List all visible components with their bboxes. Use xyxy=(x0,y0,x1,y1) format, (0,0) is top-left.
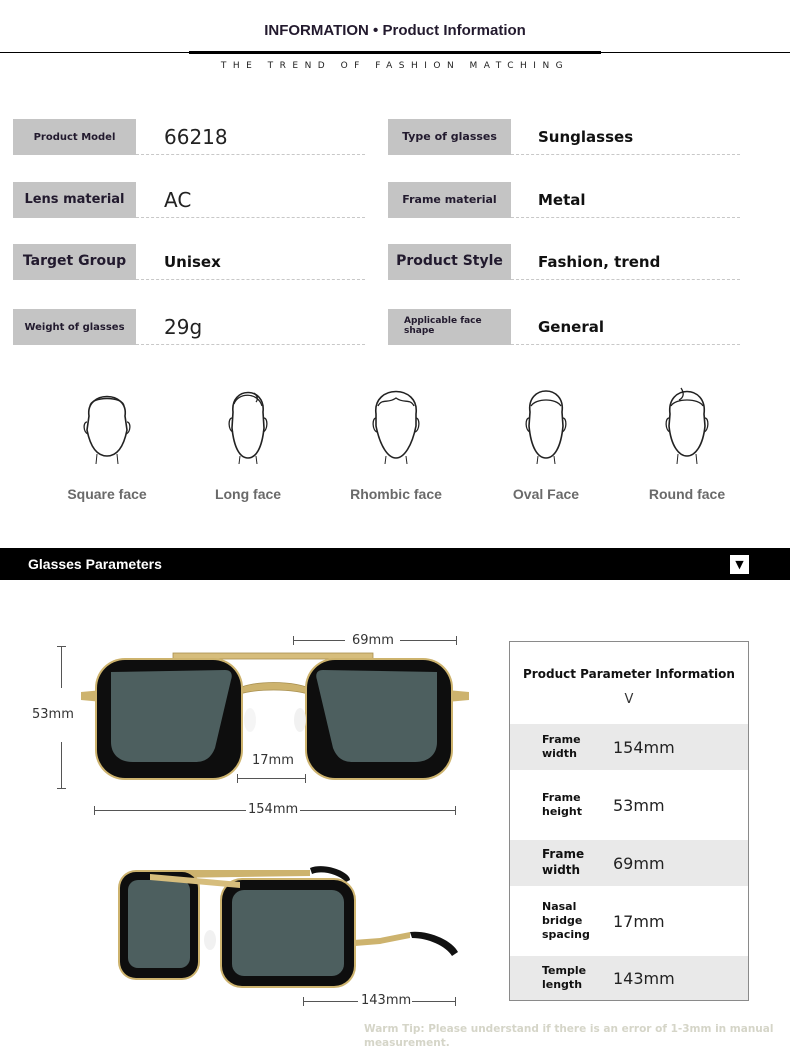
param-row xyxy=(510,770,748,840)
face-rhombic xyxy=(331,378,461,502)
dim-line xyxy=(303,1001,358,1002)
param-value: 53mm xyxy=(613,795,665,815)
long-face-icon xyxy=(218,378,278,464)
info-row-product-model xyxy=(13,119,365,155)
bridge-label: 17mm xyxy=(252,753,294,768)
param-label: Temple length xyxy=(542,963,587,991)
face-label: Round face xyxy=(648,486,726,502)
face-label: Long face xyxy=(214,486,282,502)
dim-line xyxy=(400,640,456,641)
info-value: Unisex xyxy=(136,244,365,280)
face-label: Square face xyxy=(67,486,147,502)
face-long xyxy=(183,378,313,502)
info-row-weight xyxy=(13,309,365,345)
dim-line xyxy=(300,810,455,811)
info-value: 66218 xyxy=(136,119,365,155)
info-label: Target Group xyxy=(13,244,136,280)
collapse-button[interactable] xyxy=(730,555,749,574)
dim-tick xyxy=(305,774,306,783)
info-row-face-shape xyxy=(388,309,740,345)
info-value: Fashion, trend xyxy=(511,244,740,280)
param-value: 17mm xyxy=(613,911,665,931)
info-label: Weight of glasses xyxy=(13,309,136,345)
face-square xyxy=(42,378,172,502)
info-label: Product Style xyxy=(388,244,511,280)
info-row-frame-material xyxy=(388,182,740,218)
oval-face-icon xyxy=(516,378,576,464)
dim-line xyxy=(94,810,246,811)
dim-tick xyxy=(57,788,66,789)
face-round xyxy=(622,378,752,502)
param-row xyxy=(510,840,748,886)
dim-tick xyxy=(456,636,457,645)
header-divider-accent xyxy=(189,51,601,54)
page-subtitle: THE TREND OF FASHION MATCHING xyxy=(220,61,570,71)
dim-line xyxy=(293,640,345,641)
info-value: AC xyxy=(136,182,365,218)
dim-line xyxy=(61,646,62,688)
param-label: Frame width xyxy=(542,847,585,877)
parameter-table-subtitle: V xyxy=(624,692,634,707)
dim-line xyxy=(412,1001,456,1002)
info-label: Type of glasses xyxy=(388,119,511,155)
dim-line xyxy=(237,778,306,779)
face-label: Oval Face xyxy=(512,486,580,502)
face-oval xyxy=(481,378,611,502)
param-value: 69mm xyxy=(613,853,665,873)
info-value: General xyxy=(511,309,740,345)
info-value: Metal xyxy=(511,182,740,218)
glasses-side-image xyxy=(110,860,470,990)
info-row-type-of-glasses xyxy=(388,119,740,155)
param-row xyxy=(510,956,748,1000)
info-row-lens-material xyxy=(13,182,365,218)
round-face-icon xyxy=(657,378,717,464)
dim-tick xyxy=(455,806,456,815)
info-row-product-style xyxy=(388,244,740,280)
height-label: 53mm xyxy=(32,707,74,722)
param-row xyxy=(510,724,748,770)
dim-tick xyxy=(455,997,456,1006)
info-value: 29g xyxy=(136,309,365,345)
param-value: 143mm xyxy=(613,968,675,988)
section-title: Glasses Parameters xyxy=(28,556,162,572)
parameter-table xyxy=(509,641,749,1001)
info-label: Lens material xyxy=(13,182,136,218)
triangle-down-icon: ▼ xyxy=(735,558,744,571)
param-value: 154mm xyxy=(613,737,675,757)
param-row xyxy=(510,886,748,956)
info-label: Frame material xyxy=(388,182,511,218)
rhombic-face-icon xyxy=(364,378,428,464)
glasses-parameters-bar xyxy=(0,548,790,580)
param-label: Frame height xyxy=(542,790,583,818)
face-label: Rhombic face xyxy=(350,486,442,502)
lens-width-label: 69mm xyxy=(352,633,394,648)
face-shapes xyxy=(0,378,790,508)
total-width-label: 154mm xyxy=(248,802,299,817)
info-row-target-group xyxy=(13,244,365,280)
param-label: Nasal bridge spacing xyxy=(542,899,590,942)
parameter-table-title: Product Parameter Information xyxy=(523,667,735,681)
square-face-icon xyxy=(77,378,137,464)
temple-length-label: 143mm xyxy=(361,993,412,1008)
page-title: INFORMATION • Product Information xyxy=(264,22,526,39)
param-label: Frame width xyxy=(542,732,581,760)
warm-tip: Warm Tip: Please understand if there is an error of 1-3mm in manual measurement. xyxy=(364,1023,774,1050)
info-label: Product Model xyxy=(13,119,136,155)
dim-line xyxy=(61,742,62,788)
info-label: Applicable face shape xyxy=(388,309,511,345)
info-value: Sunglasses xyxy=(511,119,740,155)
